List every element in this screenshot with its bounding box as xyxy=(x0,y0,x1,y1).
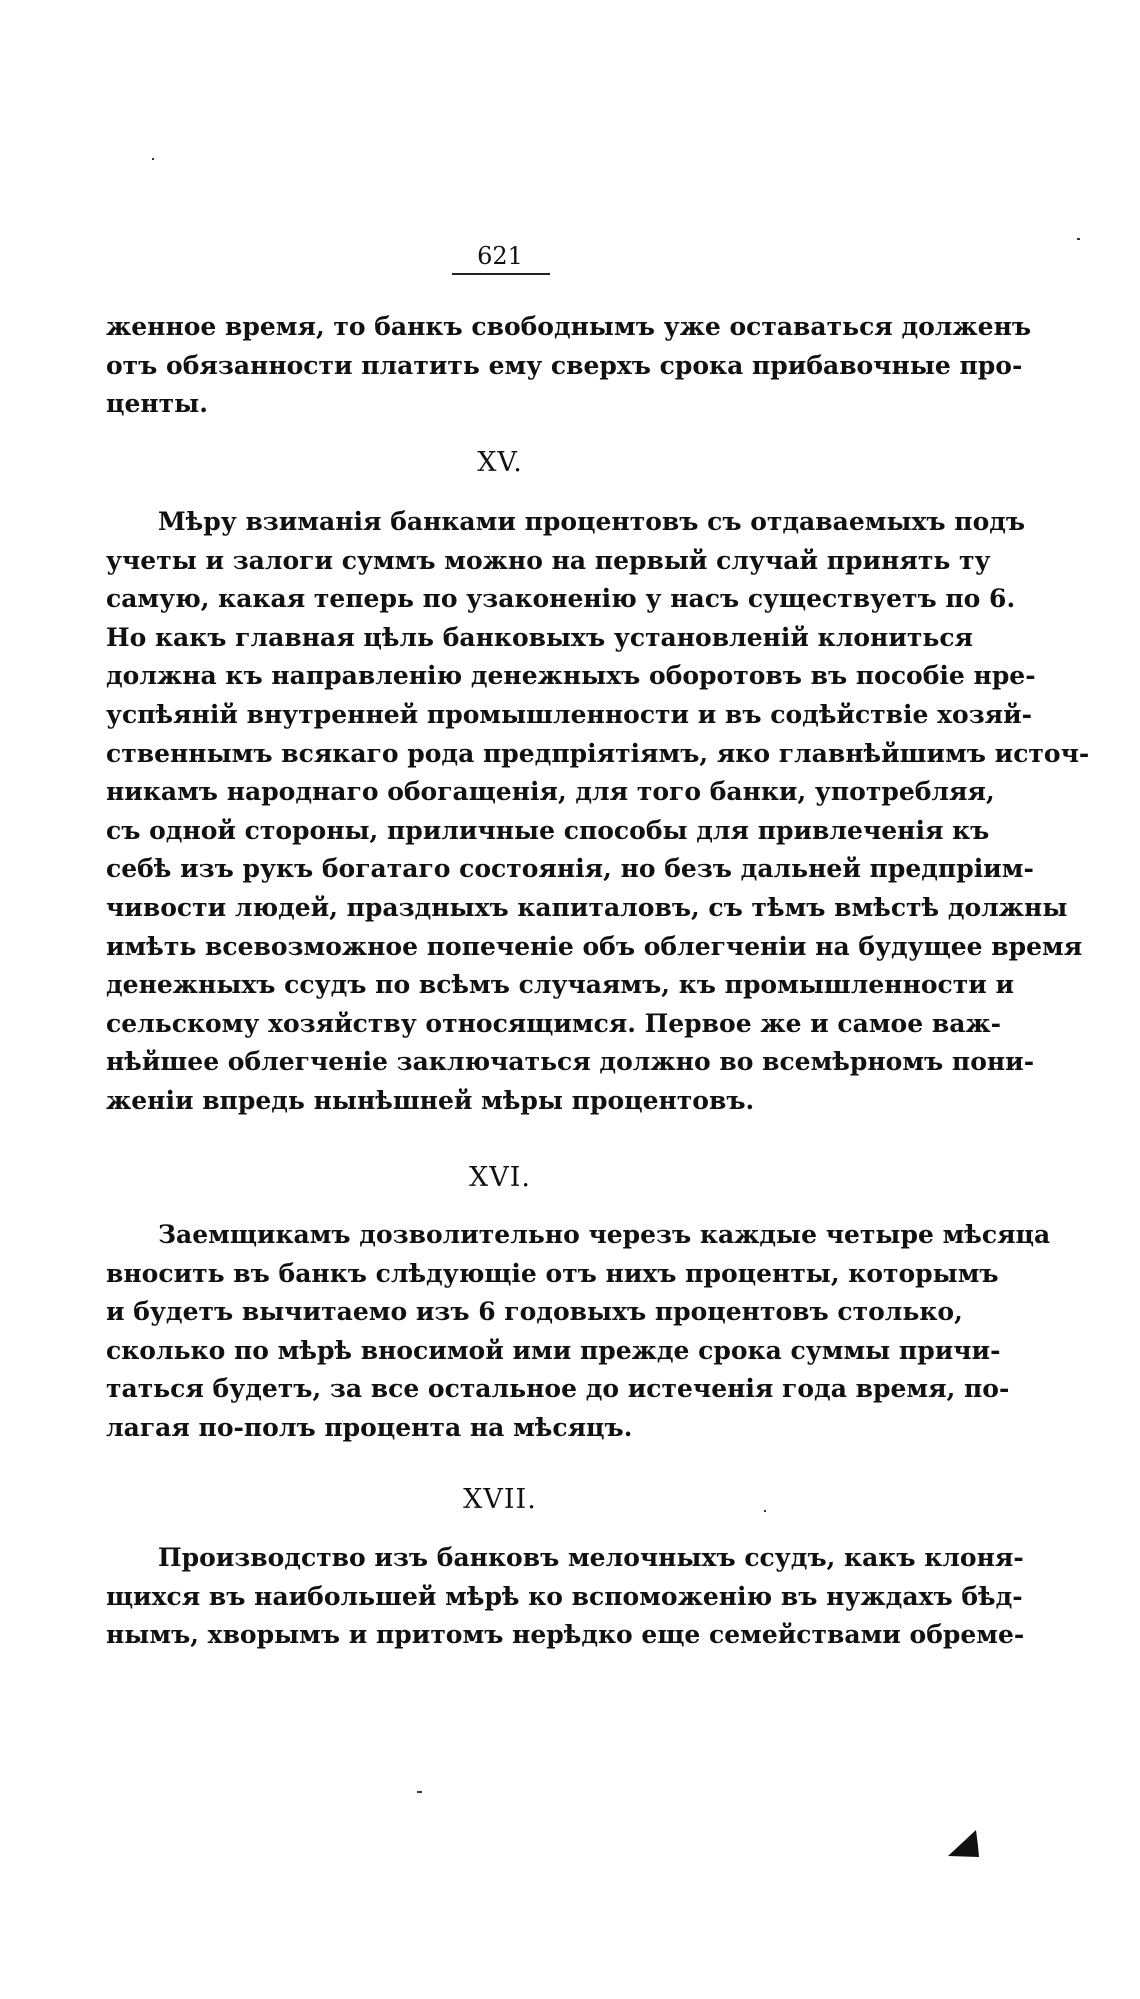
scan-speck xyxy=(764,1510,766,1512)
scan-speck xyxy=(417,1791,422,1793)
text-line: Но какъ главная цѣль банковыхъ установленій клониться xyxy=(106,622,974,652)
text-line: женіи впредь нынѣшней мѣры процентовъ. xyxy=(106,1085,755,1115)
text-line: имѣть всевозможное попеченіе объ облегченіи на будущее время xyxy=(106,931,1083,961)
text-line: сельскому хозяйству относящимся. Первое же и самое важ- xyxy=(106,1008,1002,1038)
text-line: нымъ, хворымъ и притомъ нерѣдко еще семействами обреме- xyxy=(106,1620,1025,1650)
text-line: Мѣру взиманія банками процентовъ съ отдаваемыхъ подъ xyxy=(158,507,1026,536)
section-heading-xvii: XVII. xyxy=(463,1484,537,1515)
corner-mark-icon xyxy=(946,1826,980,1860)
section-heading-xvi: XVI. xyxy=(469,1162,531,1193)
continuation-paragraph xyxy=(106,308,1032,424)
text-line: съ одной стороны, приличные способы для привлеченія къ xyxy=(106,815,990,845)
text-line: отъ обязанности платить ему сверхъ срока прибавочные про- xyxy=(106,350,1023,380)
page-number: 621 xyxy=(477,242,523,270)
scan-speck xyxy=(152,158,154,160)
section-xv-paragraph xyxy=(106,503,1090,1121)
text-line: и будетъ вычитаемо изъ 6 годовыхъ процентовъ столько, xyxy=(106,1297,963,1327)
text-line: таться будетъ, за все остальное до истеченія года время, по- xyxy=(106,1374,1010,1404)
text-line: Заемщикамъ дозволительно черезъ каждые четыре мѣсяца xyxy=(158,1220,1051,1249)
text-line: ственнымъ всякаго рода предпріятіямъ, яко главнѣйшимъ источ- xyxy=(106,738,1090,768)
text-line: лагая по-полъ процента на мѣсяцъ. xyxy=(106,1412,633,1442)
text-line: нѣйшее облегченіе заключаться должно во всемѣрномъ пони- xyxy=(106,1047,1035,1077)
text-line: женное время, то банкъ свободнымъ уже оставаться долженъ xyxy=(106,312,1032,341)
text-line: никамъ народнаго обогащенія, для того банки, употребляя, xyxy=(106,777,995,807)
text-line: чивости людей, праздныхъ капиталовъ, съ тѣмъ вмѣстѣ должны xyxy=(106,892,1068,922)
section-xvi-paragraph xyxy=(106,1216,1051,1448)
text-line: центы. xyxy=(106,389,208,419)
text-line: щихся въ наибольшей мѣрѣ ко вспоможенію въ нуждахъ бѣд- xyxy=(106,1581,1023,1611)
text-line: учеты и залоги суммъ можно на первый случай принять ту xyxy=(106,545,991,575)
text-line: денежныхъ ссудъ по всѣмъ случаямъ, къ промышленности и xyxy=(106,970,1015,1000)
text-line: себѣ изъ рукъ богатаго состоянія, но безъ дальней предпріим- xyxy=(106,854,1034,884)
text-line: Производство изъ банковъ мелочныхъ ссудъ, какъ клоня- xyxy=(158,1543,1024,1572)
scan-speck xyxy=(1077,238,1080,240)
section-heading-xv: XV. xyxy=(477,447,523,478)
text-line: успѣяній внутренней промышленности и въ содѣйствіе хозяй- xyxy=(106,699,1033,729)
text-line: самую, какая теперь по узаконенію у насъ существуетъ по 6. xyxy=(106,584,1016,614)
text-line: должна къ направленію денежныхъ оборотовъ въ пособіе нре- xyxy=(106,661,1036,691)
text-line: сколько по мѣрѣ вносимой ими прежде срока суммы причи- xyxy=(106,1335,1001,1365)
text-line: вносить въ банкъ слѣдующіе отъ нихъ проценты, которымъ xyxy=(106,1258,999,1288)
page-number-rule xyxy=(452,273,550,275)
section-xvii-paragraph xyxy=(106,1539,1025,1655)
